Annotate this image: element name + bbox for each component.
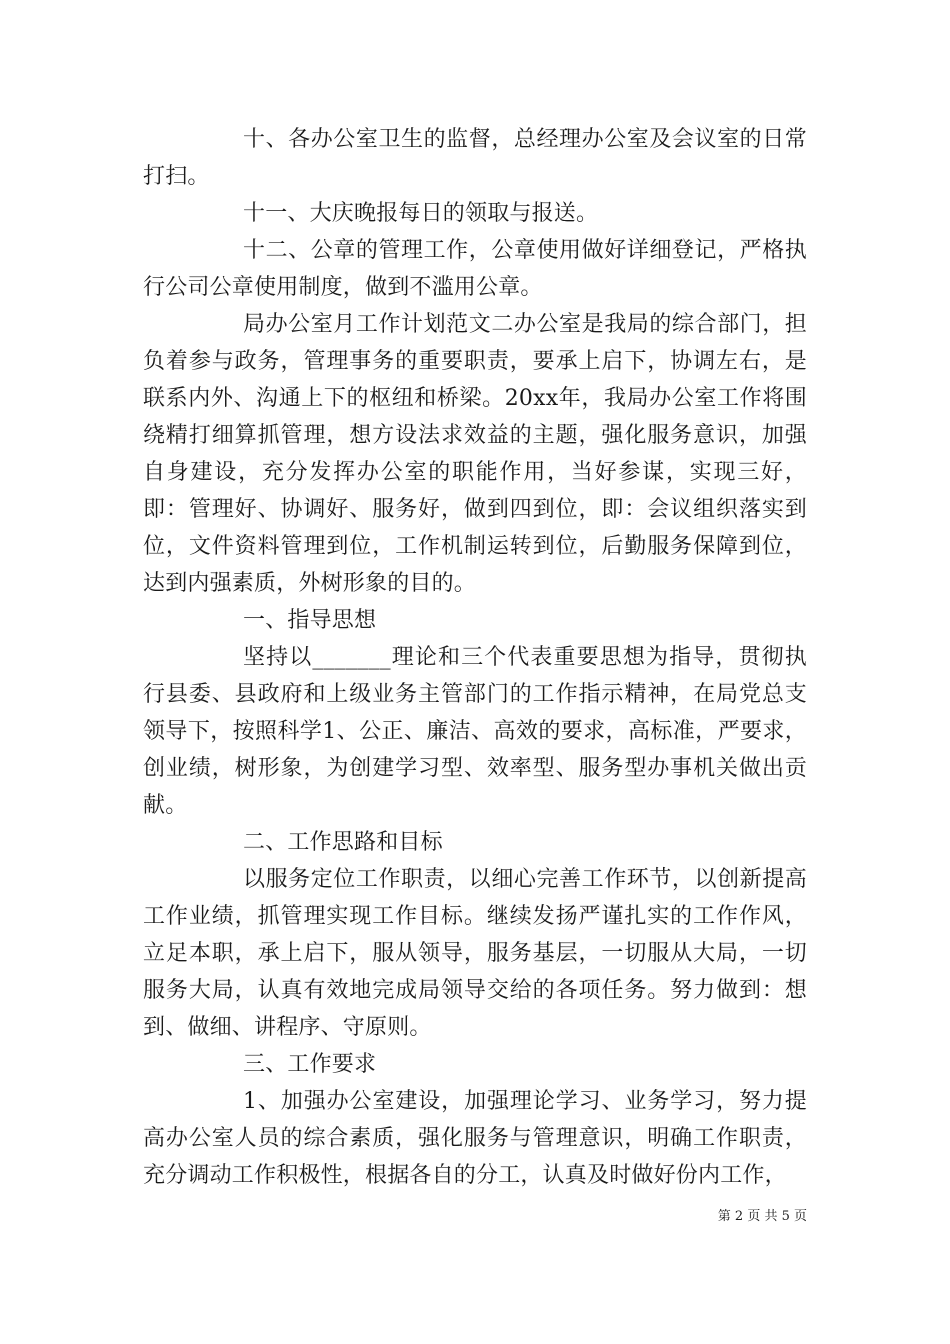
- paragraph-intro: 局办公室月工作计划范文二办公室是我局的综合部门，担负着参与政务，管理事务的重要职责，要承上启下，协调左右，是联系内外、沟通上下的枢纽和桥梁。20xx年，我局办公室工作将围绕精打细算抓管理，想方设法求效益的主题，强化服务意识，加强自身建设，充分发挥办公室的职能作用，当好参谋，实现三好，即：管理好、协调好、服务好，做到四到位，即：会议组织落实到位，文件资料管理到位，工作机制运转到位，后勤服务保障到位，达到内强素质，外树形象的目的。: [143, 312, 807, 596]
- paragraph-ideas-goals: 以服务定位工作职责，以细心完善工作环节，以创新提高工作业绩，抓管理实现工作目标。继续发扬严谨扎实的工作作风，立足本职，承上启下，服从领导，服务基层，一切服从大局，一切服务大局，认真有效地完成局领导交给的各项任务。努力做到：想到、做细、讲程序、守原则。: [143, 867, 807, 1040]
- section-heading-requirements: 三、工作要求: [243, 1052, 377, 1077]
- paragraph-requirement-1: 1、加强办公室建设，加强理论学习、业务学习，努力提高办公室人员的综合素质，强化服务与管理意识，明确工作职责，充分调动工作积极性，根据各自的分工，认真及时做好份内工作，: [143, 1089, 807, 1188]
- paragraph-item-11: 十一、大庆晚报每日的领取与报送。: [243, 201, 599, 226]
- paragraph-item-12: 十二、公章的管理工作，公章使用做好详细登记，严格执行公司公章使用制度，做到不滥用公章。: [143, 238, 807, 300]
- paragraph-item-10: 十、各办公室卫生的监督，总经理办公室及会议室的日常打扫。: [143, 127, 807, 189]
- section-heading-guiding-thought: 一、指导思想: [243, 608, 377, 633]
- section-heading-ideas-goals: 二、工作思路和目标: [243, 830, 443, 855]
- document-body: [143, 121, 807, 1194]
- paragraph-guiding-thought: 坚持以_______理论和三个代表重要思想为指导，贯彻执行县委、县政府和上级业务主管部门的工作指示精神，在局党总支领导下，按照科学1、公正、廉洁、高效的要求，高标准，严要求，创业绩，树形象，为创建学习型、效率型、服务型办事机关做出贡献。: [143, 645, 807, 818]
- page-number: 第 2 页 共 5 页: [717, 1209, 807, 1224]
